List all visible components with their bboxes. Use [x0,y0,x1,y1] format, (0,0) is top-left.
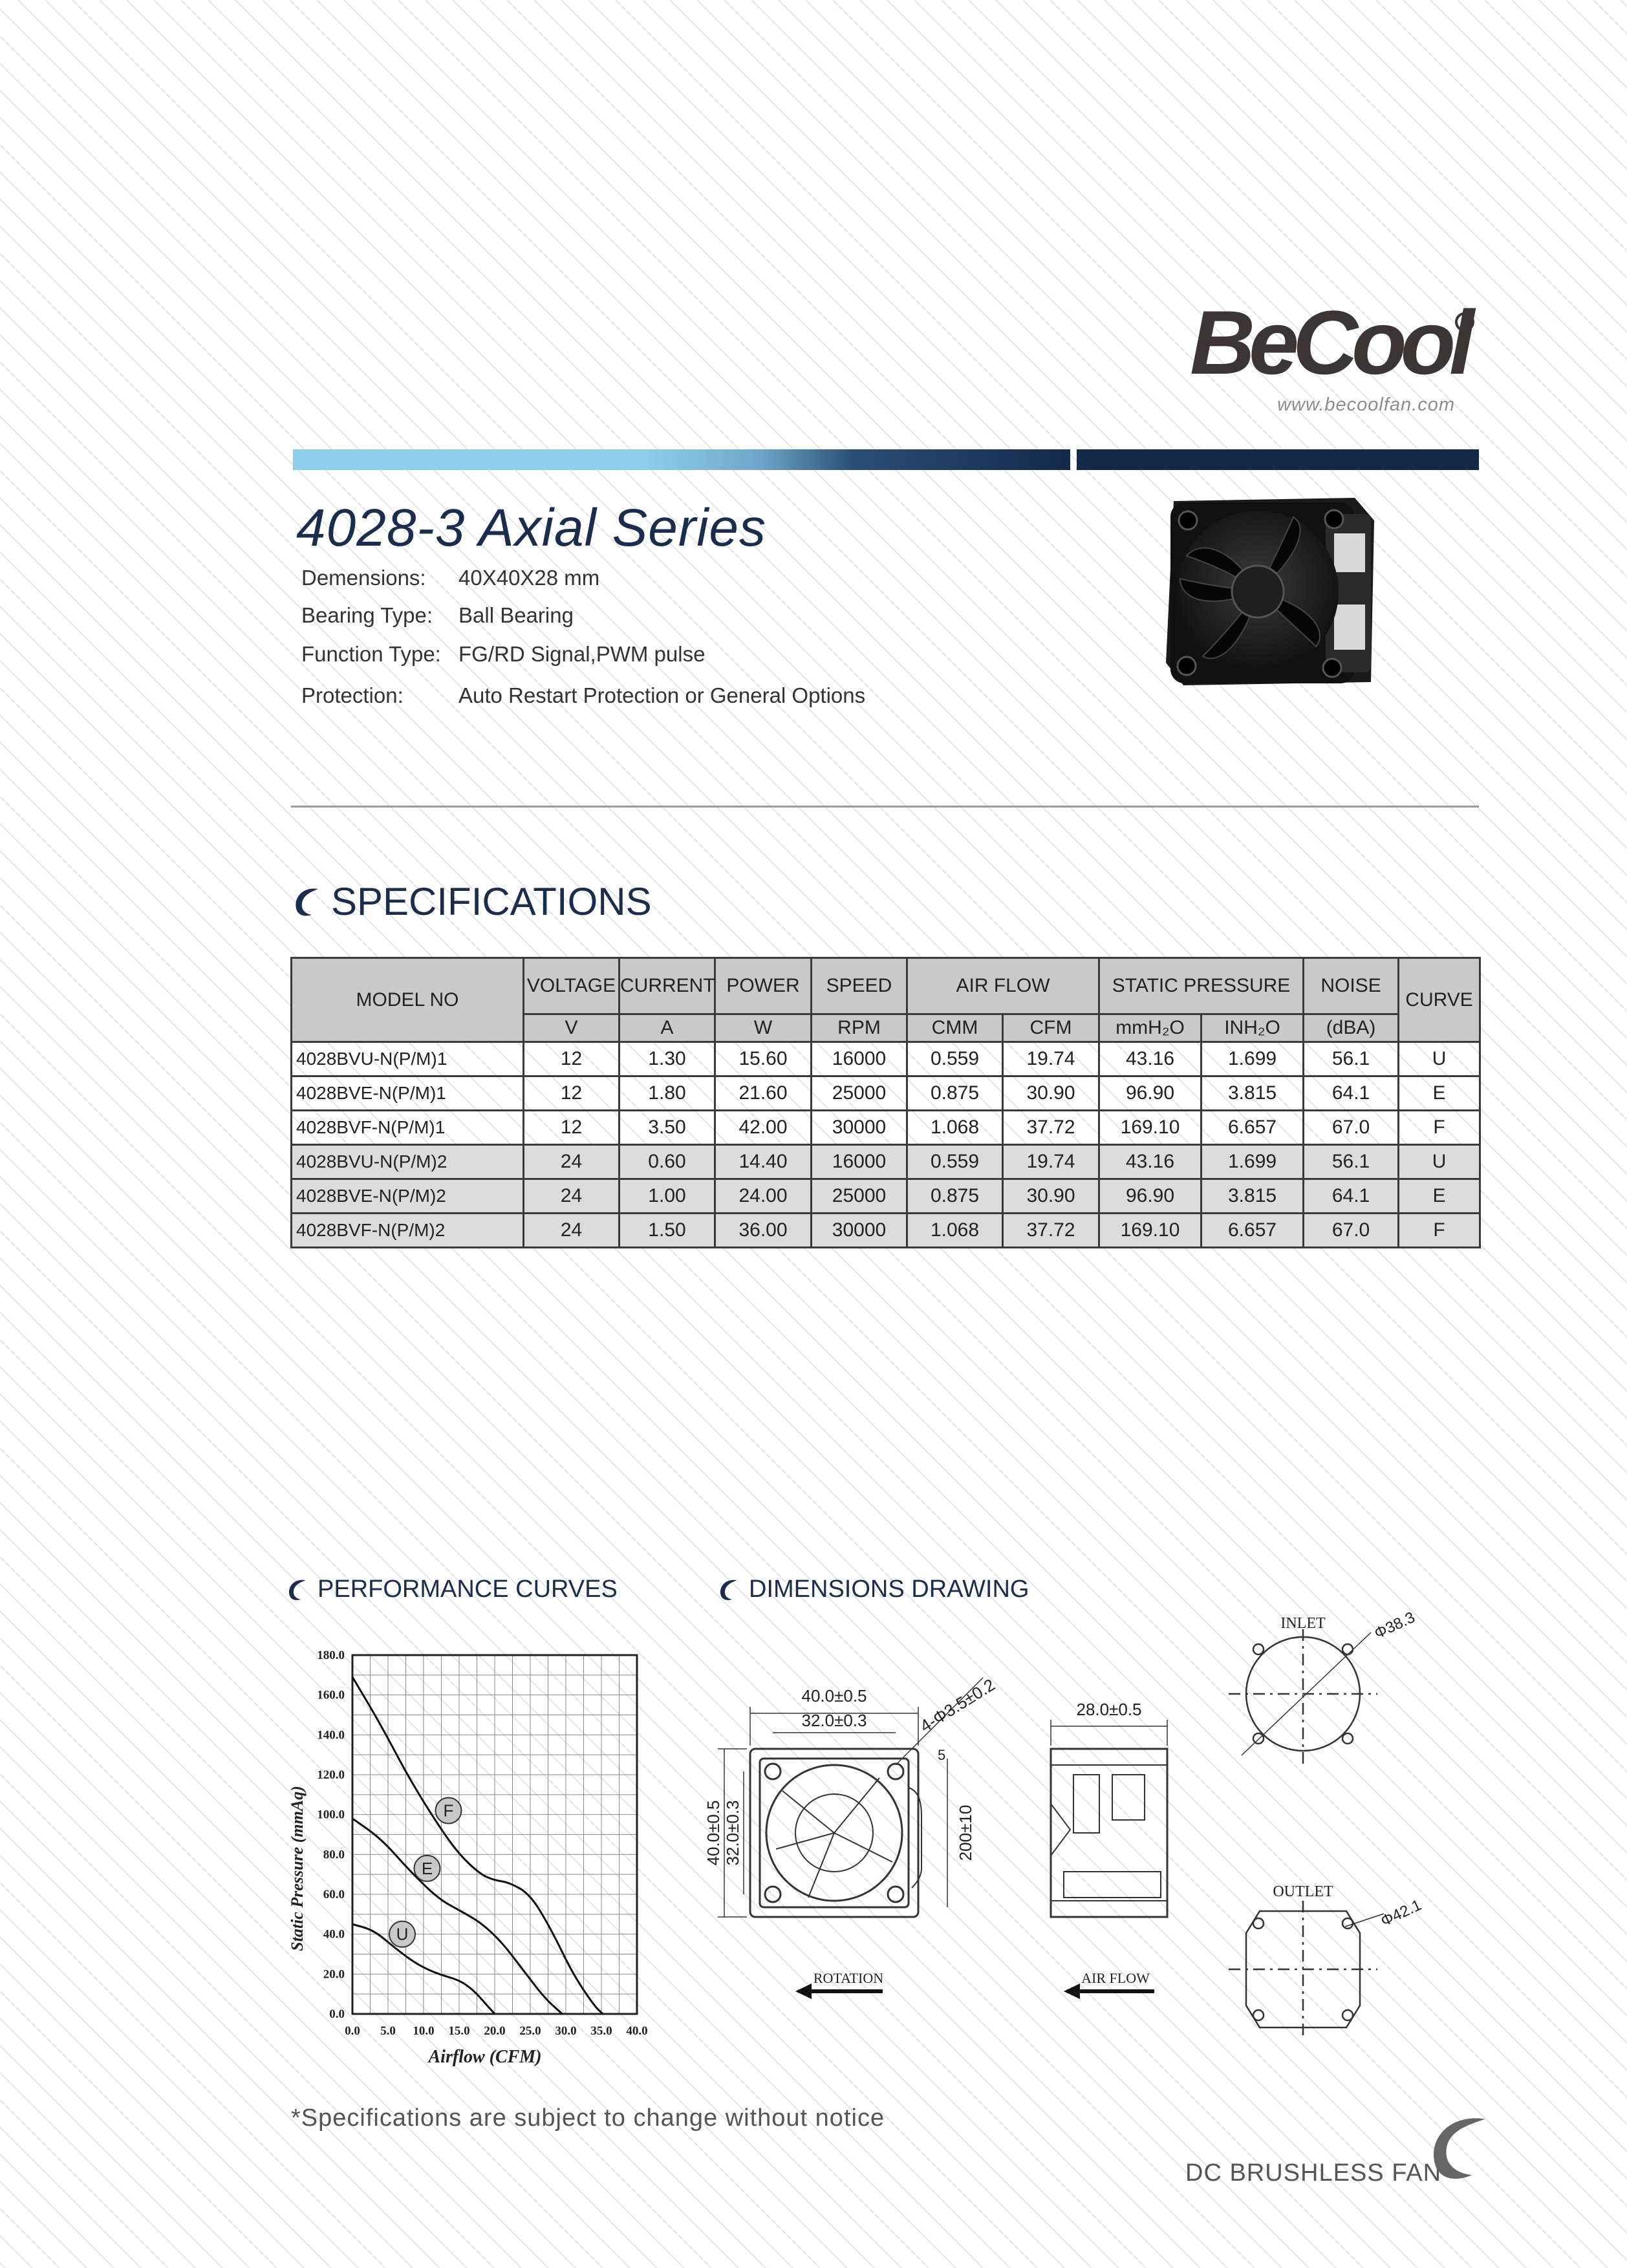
col-pressure: STATIC PRESSURE [1099,958,1304,1014]
unit-mmh2o: mmH₂O [1099,1014,1201,1042]
series-label: F [443,1801,454,1821]
cell-cmm: 1.068 [907,1111,1003,1145]
cell-curve: E [1399,1179,1480,1214]
registered-mark-icon [1455,312,1474,332]
x-tick-labels [345,2024,648,2038]
y-tick-label: 80.0 [323,1848,345,1862]
cell-voltage: 24 [524,1179,620,1214]
cell-cfm: 30.90 [1003,1179,1099,1214]
cell-inh2o: 3.815 [1201,1179,1304,1214]
col-power: POWER [715,958,812,1014]
cell-speed: 25000 [812,1179,907,1214]
cell-current: 1.30 [620,1042,715,1076]
col-model: MODEL NO [292,958,524,1042]
spec-row-dimensions [301,566,599,590]
series-label: U [396,1924,409,1944]
spec-label: Protection: [301,683,404,707]
brand-logo [1190,294,1513,433]
depth-label: 28.0±0.5 [1076,1700,1142,1719]
spec-row-bearing [301,603,574,628]
spec-value: 40X40X28 mm [458,566,600,590]
cell-cfm: 37.72 [1003,1214,1099,1248]
cell-mmh2o: 96.90 [1099,1179,1201,1214]
col-curve: CURVE [1399,958,1480,1042]
cell-inh2o: 3.815 [1201,1076,1304,1111]
table-row [292,1179,1480,1214]
background-stripe [1593,0,1627,2268]
x-tick-label: 20.0 [484,2024,506,2038]
y-tick-label: 60.0 [323,1888,345,1901]
lead-strip-label: 5 [938,1747,946,1763]
cell-model: 4028BVF-N(P/M)2 [292,1214,524,1248]
swoosh-icon [718,1577,740,1603]
cell-noise: 56.1 [1304,1145,1399,1179]
dimensions-title: DIMENSIONS DRAWING [749,1576,1029,1603]
cell-power: 14.40 [715,1145,812,1179]
cell-cmm: 0.559 [907,1145,1003,1179]
inlet-view [1229,1629,1377,1765]
unit-cmm: CMM [907,1014,1003,1042]
x-tick-label: 10.0 [413,2024,435,2038]
specifications-title: SPECIFICATIONS [331,880,652,923]
unit-noise: (dBA) [1304,1014,1399,1042]
x-axis-label: Airflow (CFM) [428,2047,542,2067]
cell-model: 4028BVF-N(P/M)1 [292,1111,524,1145]
spec-label: Function Type: [301,642,441,666]
cell-power: 21.60 [715,1076,812,1111]
lead-length-label: 200±10 [956,1804,975,1861]
cell-inh2o: 1.699 [1201,1042,1304,1076]
section-divider [291,806,1479,808]
table-row [292,1145,1480,1179]
x-tick-label: 15.0 [448,2024,470,2038]
cell-power: 36.00 [715,1214,812,1248]
background-stripe [1621,0,1627,2268]
y-tick-label: 120.0 [317,1768,345,1782]
cell-cmm: 0.875 [907,1076,1003,1111]
spec-value: FG/RD Signal,PWM pulse [458,642,706,666]
cell-inh2o: 6.657 [1201,1111,1304,1145]
cell-curve: U [1399,1145,1480,1179]
hole-label: 4-Φ3.5±0.2 [916,1674,998,1737]
cell-power: 24.00 [715,1179,812,1214]
cell-power: 15.60 [715,1042,812,1076]
spec-value: Auto Restart Protection or General Options [458,683,866,707]
cell-speed: 16000 [812,1145,907,1179]
background-stripe [0,0,59,2268]
inlet-label: INLET [1280,1615,1326,1632]
background-stripe [0,0,87,2268]
cell-mmh2o: 96.90 [1099,1076,1201,1111]
unit-voltage: V [524,1014,620,1042]
background-stripe [0,0,195,2268]
spec-label: Bearing Type: [301,603,433,627]
cell-inh2o: 6.657 [1201,1214,1304,1248]
unit-speed: RPM [812,1014,907,1042]
y-tick-label: 0.0 [329,2007,345,2021]
cell-current: 1.50 [620,1214,715,1248]
cell-model: 4028BVU-N(P/M)1 [292,1042,524,1076]
y-axis-label: Static Pressure (mmAq) [288,1786,307,1951]
background-stripe [1566,0,1627,2268]
y-tick-label: 100.0 [317,1808,345,1822]
col-current: CURRENT [620,958,715,1014]
product-type-label: DC BRUSHLESS FAN [1185,2159,1442,2187]
brand-url: www.becoolfan.com [1277,394,1455,415]
spec-row-protection [301,683,865,708]
cell-cfm: 19.74 [1003,1145,1099,1179]
table-row [292,1214,1480,1248]
cell-cfm: 37.72 [1003,1111,1099,1145]
cell-mmh2o: 43.16 [1099,1042,1201,1076]
background-stripe [0,0,168,2268]
y-tick-label: 20.0 [323,1967,345,1982]
series-line-f [352,1677,603,2014]
cell-cfm: 30.90 [1003,1076,1099,1111]
specifications-heading [292,879,652,924]
page-title: 4028-3 Axial Series [296,498,767,557]
specifications-table [290,957,1481,1248]
cell-voltage: 24 [524,1145,620,1179]
cell-model: 4028BVE-N(P/M)1 [292,1076,524,1111]
cell-curve: F [1399,1214,1480,1248]
performance-title: PERFORMANCE CURVES [318,1576,618,1603]
swoosh-icon [1429,2113,1491,2184]
dimensions-heading [718,1576,1029,1603]
logo-wordmark: BeCool [1190,292,1468,393]
outer-height-label: 40.0±0.5 [704,1800,723,1866]
cell-speed: 16000 [812,1042,907,1076]
unit-current: A [620,1014,715,1042]
cell-current: 3.50 [620,1111,715,1145]
rotation-label: ROTATION [813,1970,884,1986]
cell-voltage: 12 [524,1111,620,1145]
table-header-row [292,958,1480,1014]
spec-value: Ball Bearing [458,603,574,627]
swoosh-icon [286,1577,308,1603]
cell-inh2o: 1.699 [1201,1145,1304,1179]
side-view [1051,1720,1167,1917]
fan-product-image [1161,495,1377,689]
swoosh-icon [292,885,322,919]
cell-speed: 25000 [812,1076,907,1111]
x-tick-label: 0.0 [345,2024,360,2038]
spec-row-function [301,642,705,667]
series-line-e [352,1819,563,2014]
cell-model: 4028BVU-N(P/M)2 [292,1145,524,1179]
cell-cmm: 0.875 [907,1179,1003,1214]
cell-current: 1.80 [620,1076,715,1111]
cell-curve: U [1399,1042,1480,1076]
y-tick-label: 160.0 [317,1688,345,1702]
spec-label: Demensions: [301,566,426,590]
chart-grid [352,1655,637,2014]
cell-cfm: 19.74 [1003,1042,1099,1076]
cell-power: 42.00 [715,1111,812,1145]
col-speed: SPEED [812,958,907,1014]
cell-mmh2o: 169.10 [1099,1111,1201,1145]
cell-noise: 64.1 [1304,1076,1399,1111]
cell-mmh2o: 169.10 [1099,1214,1201,1248]
cell-current: 0.60 [620,1145,715,1179]
cell-speed: 30000 [812,1214,907,1248]
inner-width-label: 32.0±0.3 [801,1711,867,1730]
y-tick-label: 140.0 [317,1728,345,1742]
cell-voltage: 24 [524,1214,620,1248]
y-tick-label: 180.0 [317,1649,345,1662]
cell-current: 1.00 [620,1179,715,1214]
unit-power: W [715,1014,812,1042]
disclaimer-note: *Specifications are subject to change without notice [291,2104,885,2132]
cell-cmm: 1.068 [907,1214,1003,1248]
inner-height-label: 32.0±0.3 [723,1800,742,1866]
y-tick-labels [317,1649,345,2021]
cell-noise: 67.0 [1304,1111,1399,1145]
table-row [292,1042,1480,1076]
inlet-dia-label: Φ38.3 [1372,1610,1418,1643]
x-tick-label: 25.0 [519,2024,541,2038]
cell-voltage: 12 [524,1076,620,1111]
cell-curve: F [1399,1111,1480,1145]
x-tick-label: 5.0 [380,2024,396,2038]
outlet-view [1229,1901,1384,2037]
dimensions-drawing [698,1610,1487,2075]
performance-heading [286,1576,618,1603]
x-tick-label: 35.0 [590,2024,612,2038]
header-gradient-bar [293,449,1070,470]
x-tick-label: 40.0 [626,2024,648,2038]
cell-noise: 56.1 [1304,1042,1399,1076]
cell-curve: E [1399,1076,1480,1111]
performance-chart [285,1636,666,2082]
chart-series [352,1677,603,2014]
header-dark-bar [1077,449,1479,470]
cell-noise: 64.1 [1304,1179,1399,1214]
outer-width-label: 40.0±0.5 [801,1686,867,1706]
unit-cfm: CFM [1003,1014,1099,1042]
cell-speed: 30000 [812,1111,907,1145]
col-airflow: AIR FLOW [907,958,1099,1014]
cell-model: 4028BVE-N(P/M)2 [292,1179,524,1214]
table-row [292,1076,1480,1111]
cell-cmm: 0.559 [907,1042,1003,1076]
background-stripe [0,0,331,2268]
col-voltage: VOLTAGE [524,958,620,1014]
outlet-dia-label: Φ42.1 [1378,1896,1425,1931]
col-noise: NOISE [1304,958,1399,1014]
cell-voltage: 12 [524,1042,620,1076]
outlet-label: OUTLET [1273,1883,1333,1900]
air-flow-label: AIR FLOW [1081,1970,1150,1986]
background-stripe [1512,0,1627,2268]
background-stripe [0,0,250,2268]
cell-mmh2o: 43.16 [1099,1145,1201,1179]
table-row [292,1111,1480,1145]
series-label: E [421,1858,433,1878]
y-tick-label: 40.0 [323,1927,345,1942]
cell-noise: 67.0 [1304,1214,1399,1248]
x-tick-label: 30.0 [555,2024,577,2038]
unit-inh2o: INH₂O [1201,1014,1304,1042]
